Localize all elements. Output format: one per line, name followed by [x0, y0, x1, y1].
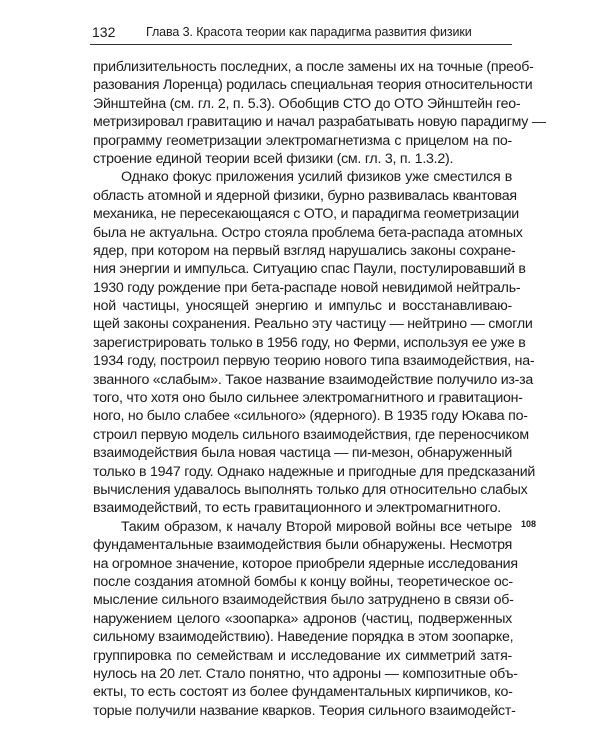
text-line: вычисления удавалось выполнять только для относительно слабых — [93, 481, 528, 498]
text-line: была не актуальна. Остро стояла проблема бета-распада атомных — [93, 224, 523, 241]
text-line: нулось на 20 лет. Стало понятно, что адроны — композитные объ- — [93, 665, 518, 682]
text-line: того, что хотя оно было сильнее электромагнитного и гравитацион- — [93, 390, 523, 407]
text-line: группировка по семействам и исследование их симметрий затя- — [93, 647, 512, 664]
text-line: сильному взаимодействию). Наведение порядка в этом зоопарке, — [93, 629, 514, 646]
text-line: Эйнштейна (см. гл. 2, п. 5.3). Обобщив СТО до ОТО Эйнштейн гео- — [93, 95, 521, 112]
text-line: только в 1947 году. Однако надежные и пригодные для предсказаний — [93, 463, 536, 480]
text-line: ядер, при котором на первый взгляд нарушались законы сохране- — [93, 242, 516, 259]
text-line: программу геометризации электромагнетизма с прицелом на по- — [93, 132, 512, 149]
text-line: область атомной и ядерной физики, бурно развивалась квантовая — [93, 187, 517, 204]
paragraph — [93, 518, 518, 720]
text-line: мысление сильного взаимодействия было затруднено в связи об- — [93, 592, 514, 609]
page-number: 132 — [92, 24, 116, 40]
paragraph — [93, 58, 546, 168]
text-line: Таким образом, к началу Второй мировой войны все четыре — [121, 518, 512, 535]
text-line: званного «слабым». Такое название взаимодействие получило из-за — [93, 371, 534, 388]
text-line: на огромное значение, которое приобрели ядерные исследования — [93, 555, 518, 572]
text-line: строил первую модель сильного взаимодействия, где переносчиком — [93, 426, 529, 443]
text-line: строение единой теории всей физики (см. гл. 3, п. 1.3.2). — [93, 150, 454, 167]
text-line: Однако фокус приложения усилий физиков уже сместился в — [121, 169, 512, 186]
text-line: 1930 году рождение при бета-распаде новой невидимой нейтраль- — [93, 279, 521, 296]
text-line: после создания атомной бомбы к концу войны, теоретическое ос- — [93, 573, 513, 590]
text-line: торые получили название кварков. Теория сильного взаимодейст- — [93, 702, 516, 719]
text-line: зарегистрировать только в 1956 году, но Ферми, используя ее уже в — [93, 334, 526, 351]
text-line: 1934 году, построил первую теорию нового типа взаимодействия, на- — [93, 353, 535, 370]
text-line: взаимодействия была новая частица — пи-мезон, обнаруженный — [93, 445, 512, 462]
running-header — [90, 22, 512, 45]
text-line: механика, не пересекающаяся с ОТО, и парадигма геометризации — [93, 206, 519, 223]
text-line: фундаментальные взаимодействия были обнаружены. Несмотря — [93, 537, 512, 554]
text-line: екты, то есть состоят из более фундаментальных кирпичиков, ко- — [93, 684, 513, 701]
text-line: щей законы сохранения. Реально эту частицу — нейтрино — смогли — [93, 316, 533, 333]
text-line: взаимодействий, то есть гравитационного и электромагнитного. — [93, 500, 501, 517]
paragraph — [93, 168, 536, 517]
text-line: метризировал гравитацию и начал разрабатывать новую парадигму — — [93, 114, 546, 131]
text-line: разования Лоренца) родилась специальная теория относительности — [93, 77, 533, 94]
text-line: ного, но было слабее «сильного» (ядерного). В 1935 году Юкава по- — [93, 408, 528, 425]
text-line: приблизительность последних, а после замены их на точные (преоб- — [93, 59, 534, 75]
text-line: наружением целого «зоопарка» адронов (частиц, подверженных — [93, 610, 512, 627]
margin-page-note: 108 — [521, 519, 537, 529]
chapter-title: Глава 3. Красота теории как парадигма развития физики — [146, 25, 472, 39]
text-line: ной частицы, уносящей энергию и импульс и восстанавливаю- — [93, 298, 512, 315]
text-line: ния энергии и импульса. Ситуацию спас Паули, постулировавший в — [93, 261, 526, 278]
